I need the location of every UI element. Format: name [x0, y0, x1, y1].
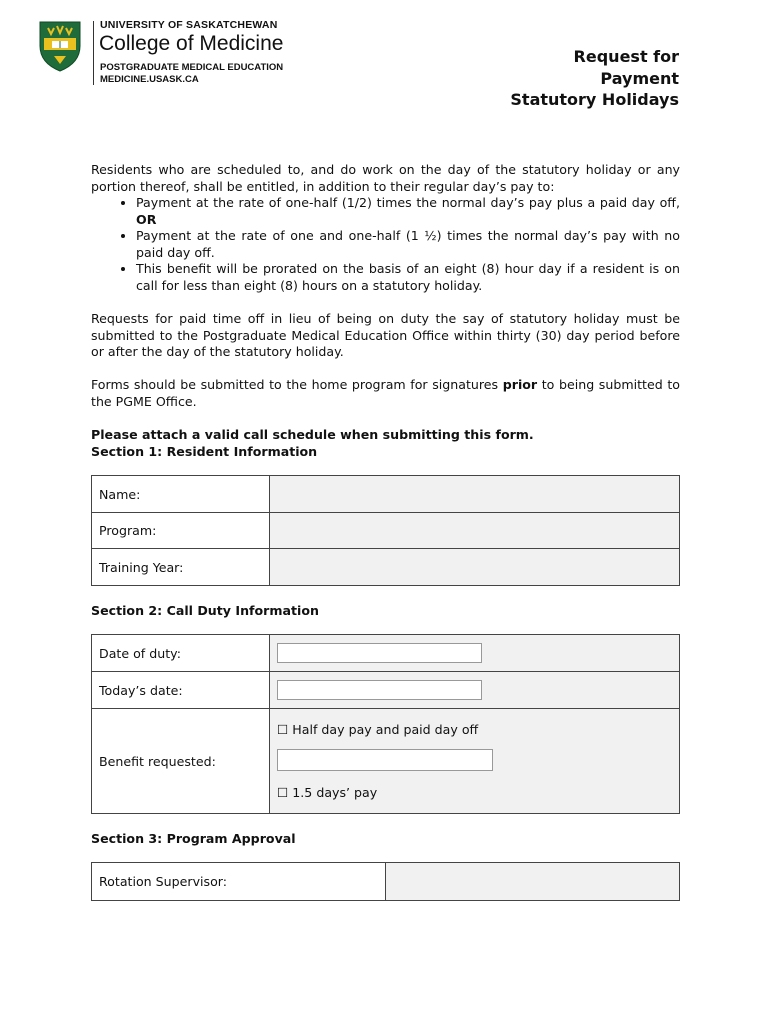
todays-date-input[interactable]	[277, 680, 482, 700]
benefit-list	[91, 195, 680, 294]
header-divider	[93, 21, 94, 85]
title-line-2: Payment	[600, 68, 679, 88]
name-field[interactable]	[270, 476, 680, 513]
benefit-item-2: • Payment at the rate of one and one-half (1 ½) times the normal day’s pay with no paid day off.	[136, 228, 680, 261]
table-row	[92, 635, 680, 672]
resident-info-table	[91, 475, 680, 586]
section-3-title: Section 3: Program Approval	[91, 831, 296, 846]
training-year-field[interactable]	[270, 549, 680, 586]
section-1-title: Section 1: Resident Information	[91, 444, 318, 459]
document-title	[510, 46, 679, 111]
college-name: College of Medicine	[99, 32, 284, 55]
table-row	[92, 476, 680, 513]
todays-date-cell	[270, 672, 680, 709]
section-2-title: Section 2: Call Duty Information	[91, 603, 319, 618]
benefit-requested-cell	[270, 709, 680, 814]
website-link[interactable]: MEDICINE.USASK.CA	[100, 74, 199, 85]
title-line-1: Request for	[573, 47, 679, 66]
rotation-supervisor-label: Rotation Supervisor:	[92, 863, 386, 901]
todays-date-label: Today’s date:	[92, 672, 270, 709]
table-row	[92, 672, 680, 709]
submission-text-before: Forms should be submitted to the home program for signatures	[91, 377, 503, 392]
university-name: UNIVERSITY OF SASKATCHEWAN	[100, 19, 278, 31]
request-paragraph: Requests for paid time off in lieu of being on duty the say of statutory holiday must be submitted to the Postgraduate Medical Education Office within thirty (30) day period before or after the day of the statutory holiday.	[91, 311, 680, 359]
table-row	[92, 549, 680, 586]
program-label: Program:	[92, 513, 270, 549]
benefit-item-1-text: Payment at the rate of one-half (1/2) times the normal day’s pay plus a paid day off,	[136, 195, 680, 210]
intro-paragraph	[91, 162, 680, 294]
table-row	[92, 513, 680, 549]
benefit-requested-label: Benefit requested:	[92, 709, 270, 814]
date-of-duty-cell	[270, 635, 680, 672]
one-half-days-checkbox[interactable]: ☐ 1.5 days’ pay	[277, 785, 378, 800]
half-day-checkbox[interactable]: ☐ Half day pay and paid day off	[277, 722, 479, 737]
table-row	[92, 863, 680, 901]
table-row	[92, 709, 680, 814]
call-duty-table	[91, 634, 680, 814]
date-of-duty-label: Date of duty:	[92, 635, 270, 672]
attach-note: Please attach a valid call schedule when submitting this form.	[91, 427, 534, 442]
benefit-input[interactable]	[277, 749, 493, 771]
program-approval-table	[91, 862, 680, 901]
date-of-duty-input[interactable]	[277, 643, 482, 663]
benefit-item-3: • This benefit will be prorated on the basis of an eight (8) hour day if a resident is on call for less than eight (8) hours on a statutory holiday.	[136, 261, 680, 294]
benefit-item-1	[136, 195, 680, 228]
submission-paragraph	[91, 377, 680, 410]
program-field[interactable]	[270, 513, 680, 549]
training-year-label: Training Year:	[92, 549, 270, 586]
rotation-supervisor-field[interactable]	[386, 863, 680, 901]
title-line-3: Statutory Holidays	[510, 90, 679, 109]
university-crest-logo	[38, 20, 82, 72]
or-emphasis: OR	[136, 211, 157, 227]
intro-text: Residents who are scheduled to, and do work on the day of the statutory holiday or any portion thereof, shall be entitled, in addition to their regular day’s pay to:	[91, 162, 680, 194]
name-label: Name:	[92, 476, 270, 513]
department-name: POSTGRADUATE MEDICAL EDUCATION	[100, 62, 284, 73]
submission-text-after: to being submitted to the PGME Office.	[91, 377, 680, 409]
prior-emphasis: prior	[502, 377, 538, 392]
